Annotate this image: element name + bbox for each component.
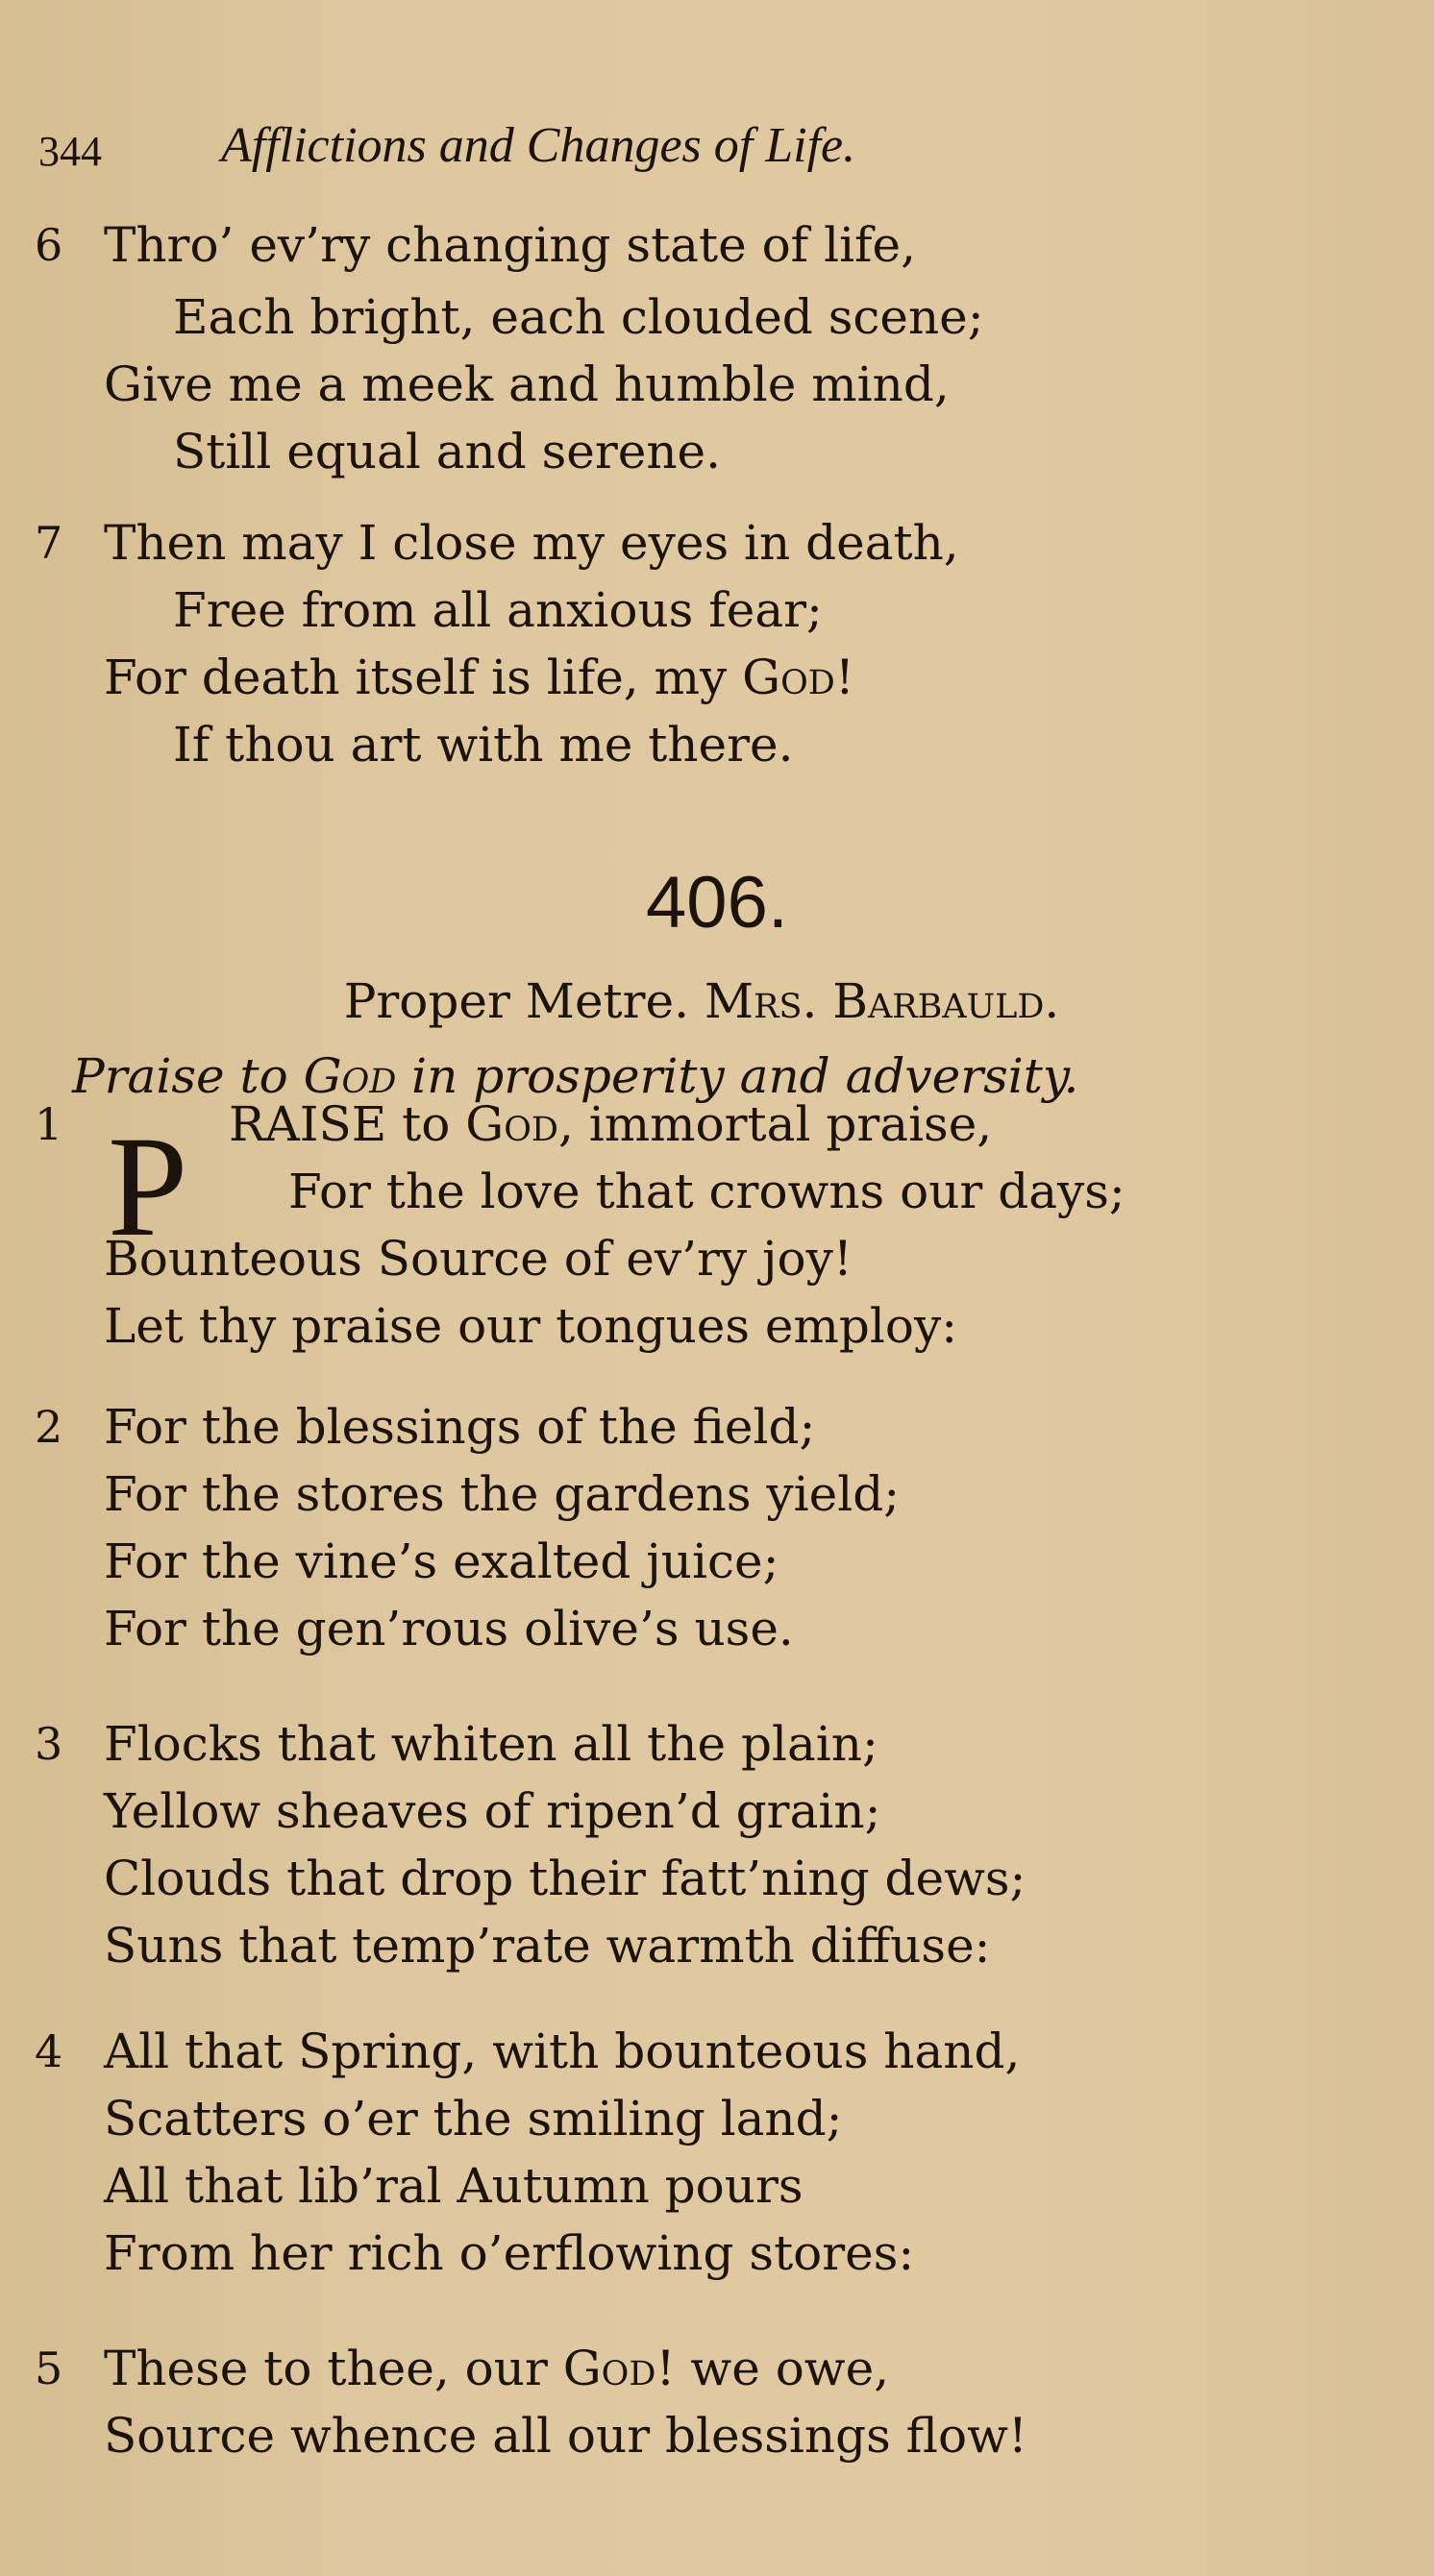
verse-line: For the stores the gardens yield; [104, 1466, 901, 1522]
stanza-number: 2 [35, 1401, 63, 1453]
stanza-number: 6 [35, 219, 63, 271]
verse-line: Flocks that whiten all the plain; [104, 1716, 878, 1772]
verse-line: From her rich o’erflowing stores: [104, 2225, 915, 2281]
verse-line: All that Spring, with bounteous hand, [104, 2024, 1021, 2079]
verse-line: Free from all anxious fear; [173, 582, 823, 638]
verse-line: Source whence all our blessings flow! [104, 2408, 1028, 2464]
verse-line: RAISE to God, immortal praise, [229, 1096, 993, 1152]
verse-line: These to thee, our God! we owe, [104, 2341, 890, 2396]
verse-line: For the love that crowns our days; [288, 1164, 1125, 1219]
verse-line: If thou art with me there. [173, 717, 794, 773]
verse-line: For the vine’s exalted juice; [104, 1533, 779, 1589]
verse-line: For the gen’rous olive’s use. [104, 1601, 794, 1656]
verse-line: For death itself is life, my God! [104, 650, 854, 705]
verse-line: Let thy praise our tongues employ: [104, 1298, 958, 1354]
verse-line: Bounteous Source of ev’ry joy! [104, 1231, 853, 1287]
verse-line: Then may I close my eyes in death, [104, 515, 959, 571]
page-number: 344 [38, 128, 102, 175]
stanza-number: 1 [35, 1098, 63, 1150]
verse-line: Suns that temp’rate warmth diffuse: [104, 1918, 991, 1974]
small-caps-word: God [465, 1096, 558, 1152]
verse-line: Clouds that drop their fatt’ning dews; [104, 1851, 1026, 1906]
small-caps-word: God [562, 2341, 656, 2396]
metre: Proper Metre. [343, 973, 690, 1029]
small-caps-word: God [303, 1048, 397, 1104]
hymn-number: 406. [646, 862, 788, 944]
verse-line: Scatters o’er the smiling land; [104, 2091, 843, 2147]
drop-cap: P [108, 1107, 188, 1266]
stanza-number: 4 [35, 2025, 63, 2077]
running-title: Afflictions and Changes of Life. [221, 118, 856, 173]
verse-line: For the blessings of the field; [104, 1399, 816, 1455]
verse-line: Each bright, each clouded scene; [173, 289, 984, 345]
verse-line: Yellow sheaves of ripen’d grain; [104, 1783, 881, 1839]
stanza-number: 3 [35, 1718, 63, 1770]
stanza-number: 7 [35, 517, 63, 569]
author: Mrs. Barbauld. [704, 973, 1060, 1029]
hymn-metre-author [0, 972, 1403, 1030]
verse-line: All that lib’ral Autumn pours [104, 2158, 804, 2214]
small-caps-word: God [742, 650, 835, 705]
verse-line: Thro’ ev’ry changing state of life, [104, 217, 917, 273]
stanza-number: 5 [35, 2343, 63, 2394]
verse-line: Give me a meek and humble mind, [104, 356, 950, 412]
hymn-subtitle: Praise to God in prosperity and adversity. [72, 1048, 1079, 1104]
verse-line: Still equal and serene. [173, 424, 722, 479]
